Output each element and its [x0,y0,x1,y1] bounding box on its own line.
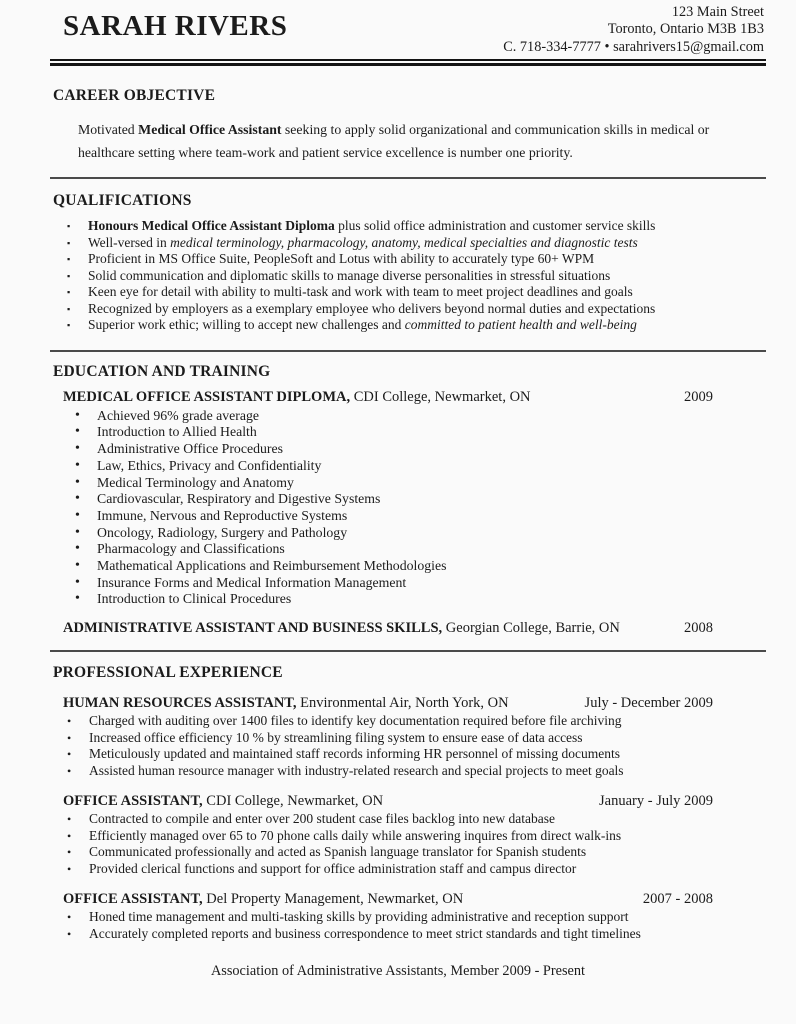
entry-header [63,620,766,637]
entry-header [63,891,766,908]
experience-heading: PROFESSIONAL EXPERIENCE [53,664,283,682]
entry-bullet-list [66,713,766,779]
entry-institution: Environmental Air, North York, ON [296,695,509,712]
text-run: Keen eye for detail with ability to multi-task and work with team to meet project deadlines and goals [88,284,633,300]
education-entry [50,389,766,608]
entry-header [63,793,766,810]
qualification-item [65,284,766,301]
experience-jobs [50,695,766,942]
bullet-item: • Increased office efficiency 10 % by streamlining filing system to ensure ease of data access [66,730,766,747]
bullet-item: • Provided clerical functions and support for office administration staff and campus director [66,861,766,878]
address-line-1: 123 Main Street [671,4,764,20]
section-divider [50,177,766,179]
bullet-item: • Assisted human resource manager with industry-related research and special projects to meet goals [66,763,766,780]
text-run: Medical Office Assistant [138,122,282,138]
text-run: medical terminology, pharmacology, anatomy, medical specialties and diagnostic tests [170,234,638,250]
qualifications-heading: QUALIFICATIONS [53,192,192,210]
contact-block [503,0,764,56]
membership-footer [0,963,796,980]
phone-email-line: C. 718-334-7777 • sarahrivers15@gmail.com [503,38,764,55]
experience-job [50,695,766,779]
text-run: plus solid office administration and customer service skills [334,218,656,234]
entry-title [63,620,620,637]
resume-header [50,0,766,56]
bullet-item: • Achieved 96% grade average [75,408,766,425]
entry-institution: Georgian College, Barrie, ON [442,620,620,637]
entry-date: 2008 [684,620,713,637]
section-professional-experience [50,664,766,942]
career-objective-text [78,118,718,164]
bullet-item: • Introduction to Clinical Procedures [75,591,766,608]
entry-title [63,891,463,908]
section-divider [50,650,766,652]
entry-bullet-list [66,909,766,942]
section-education [50,363,766,637]
education-heading: EDUCATION AND TRAINING [53,362,271,380]
bullet-item: • Pharmacology and Classifications [75,541,766,558]
bullet-item: • Introduction to Allied Health [75,424,766,441]
bullet-item: • Insurance Forms and Medical Information Management [75,575,766,592]
qualification-item [65,301,766,318]
entry-title [63,389,531,406]
header-double-rule [50,59,766,66]
resume-content [50,0,766,942]
section-qualifications [50,192,766,334]
entry-date: January - July 2009 [599,793,713,810]
bullet-item: • Medical Terminology and Anatomy [75,475,766,492]
qualification-item [65,317,766,334]
section-career-objective [50,87,766,164]
entry-institution: Del Property Management, Newmarket, ON [202,891,464,908]
bullet-item: • Administrative Office Procedures [75,441,766,458]
entry-header [63,389,766,406]
bullet-item: • Efficiently managed over 65 to 70 phone calls daily while answering inquires from direct walk-ins [66,828,766,845]
entry-title [63,793,383,810]
entry-date: 2007 - 2008 [642,891,713,908]
qualification-item [65,251,766,268]
membership-text: Association of Administrative Assistants, Member 2009 - Present [210,963,586,980]
bullet-item: • Immune, Nervous and Reproductive Systems [75,508,766,525]
text-run: Well-versed in [88,234,171,250]
education-entry [50,620,766,637]
entry-title [63,695,509,712]
entry-title-bold: ADMINISTRATIVE ASSISTANT AND BUSINESS SKILLS, [63,620,443,637]
bullet-item: • Oncology, Radiology, Surgery and Pathology [75,525,766,542]
entry-title-bold: OFFICE ASSISTANT, [63,891,203,908]
bullet-item: • Charged with auditing over 1400 files to identify key documentation required before file archiving [66,713,766,730]
text-run: seeking to apply solid organizational and communication skills in medical or healthcare setting where team-work and patient service excellence is number one priority. [78,122,710,161]
entry-institution: CDI College, Newmarket, ON [350,388,531,405]
entry-title-bold: MEDICAL OFFICE ASSISTANT DIPLOMA, [63,388,351,405]
text-run: Solid communication and diplomatic skills to manage diverse personalities in stressful situations [88,267,611,283]
text-run: Superior work ethic; willing to accept new challenges and [88,317,405,333]
entry-header [63,695,766,712]
qualification-item [65,218,766,235]
entry-title-bold: HUMAN RESOURCES ASSISTANT, [63,695,297,712]
section-divider [50,350,766,352]
bullet-item: • Accurately completed reports and business correspondence to meet strict standards and tight timelines [66,926,766,943]
entry-bullet-list [75,408,766,608]
address-line-2: Toronto, Ontario M3B 1B3 [607,21,764,38]
entry-title-bold: OFFICE ASSISTANT, [63,793,203,810]
text-run: Honours Medical Office Assistant Diploma [88,218,335,234]
entry-date: July - December 2009 [584,695,713,712]
qualification-item [65,235,766,252]
entry-date: 2009 [684,388,713,405]
bullet-item: • Contracted to compile and enter over 200 student case files backlog into new database [66,811,766,828]
text-run: Motivated [78,122,139,138]
bullet-item: • Honed time management and multi-tasking skills by providing administrative and reception support [66,909,766,926]
bullet-item: • Law, Ethics, Privacy and Confidentiality [75,458,766,475]
entry-institution: CDI College, Newmarket, ON [202,793,384,810]
education-entries [50,389,766,637]
candidate-name: SARAH RIVERS [63,10,288,42]
bullet-item: • Mathematical Applications and Reimbursement Methodologies [75,558,766,575]
experience-job [50,891,766,942]
text-run: Proficient in MS Office Suite, PeopleSoft and Lotus with ability to accurately type 60+ WPM [88,251,595,267]
qualification-item [65,268,766,285]
entry-bullet-list [66,811,766,877]
experience-job [50,793,766,877]
bullet-item: • Meticulously updated and maintained staff records informing HR personnel of missing documents [66,746,766,763]
qualifications-list [65,218,766,334]
bullet-item: • Cardiovascular, Respiratory and Digestive Systems [75,491,766,508]
text-run: Recognized by employers as a exemplary employee who delivers beyond normal duties and expectations [88,300,656,316]
bullet-item: • Communicated professionally and acted as Spanish language translator for Spanish students [66,844,766,861]
career-objective-heading: CAREER OBJECTIVE [53,87,216,105]
text-run: committed to patient health and well-being [404,317,637,333]
